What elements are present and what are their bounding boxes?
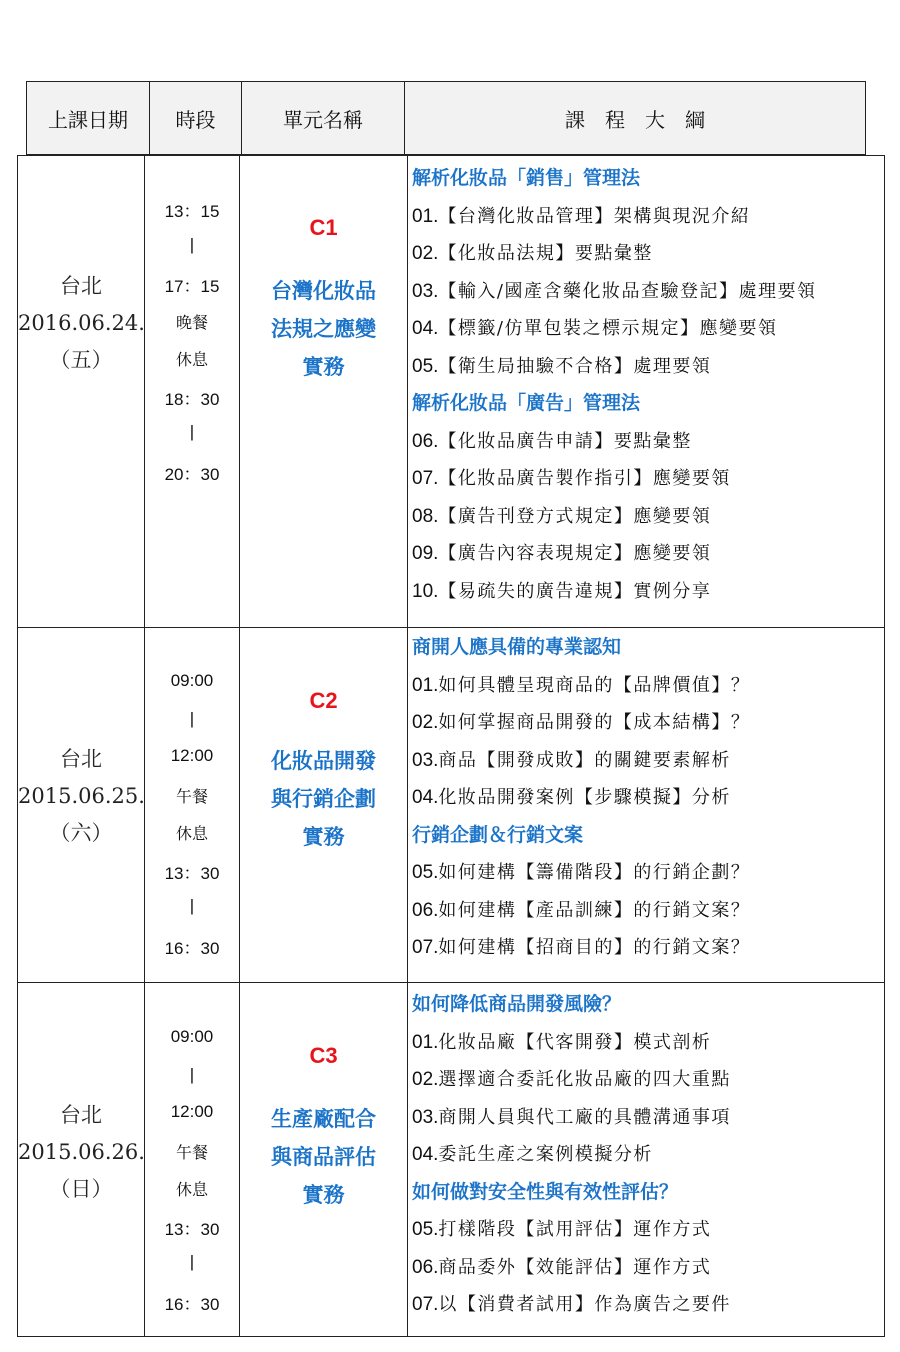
outline-item-number: 02. xyxy=(412,712,439,733)
outline-item xyxy=(412,573,884,611)
outline-item-text: 選擇適合委託化妝品廠的四大重點 xyxy=(438,1069,731,1090)
date-cell xyxy=(18,155,145,627)
outline-item-text: 如何具體呈現商品的【品牌價值】？ xyxy=(438,674,751,696)
outline-item xyxy=(412,535,884,573)
time-line: | xyxy=(189,1064,195,1084)
unit-cell xyxy=(240,155,408,627)
outline-item-number: 03. xyxy=(412,749,439,771)
time-line: 12:00 xyxy=(170,1102,214,1121)
outline-item-text: 以【消費者試用】作為廣告之要件 xyxy=(438,1294,731,1315)
outline-item-number: 05. xyxy=(412,862,439,883)
outline-item-text: 如何建構【產品訓練】的行銷文案？ xyxy=(438,899,751,921)
outline-item-number: 05. xyxy=(412,355,439,377)
outline-item-number: 05. xyxy=(412,1219,439,1240)
time-line: 16：30 xyxy=(164,1294,220,1314)
outline-item-number: 07. xyxy=(412,937,439,958)
date-weekday: （六） xyxy=(49,821,113,845)
outline-item-text: 化妝品廠【代客開發】模式剖析 xyxy=(438,1031,712,1053)
outline-item-number: 01. xyxy=(412,674,439,696)
outline-item-number: 01. xyxy=(412,205,439,227)
time-line: | xyxy=(189,1252,195,1271)
outline-item-number: 06. xyxy=(412,1256,439,1278)
time-line: 13：30 xyxy=(164,863,220,883)
outline-cell xyxy=(408,983,884,1337)
outline-item xyxy=(412,198,884,236)
outline-item-number: 04. xyxy=(412,1144,439,1165)
outline-item-text: 商品委外【效能評估】運作方式 xyxy=(438,1256,712,1278)
unit-name-line: 實務 xyxy=(302,825,345,849)
time-line: 晚餐 xyxy=(175,312,208,332)
unit-cell xyxy=(240,628,408,982)
outline-item-number: 06. xyxy=(412,430,439,452)
outline-item xyxy=(412,929,884,967)
date-weekday: （五） xyxy=(49,348,113,372)
date-value: 2015.06.25. xyxy=(18,784,145,808)
unit-code: C1 xyxy=(309,215,338,240)
time-line: 18：30 xyxy=(164,389,220,409)
unit-name xyxy=(240,272,407,386)
date-location: 台北 xyxy=(60,274,102,298)
unit-name-line: 化妝品開發 xyxy=(271,749,376,773)
outline-item-text: 【化妝品廣告申請】要點彙整 xyxy=(438,430,692,452)
time-cell xyxy=(145,628,240,982)
time-line: | xyxy=(189,234,195,254)
outline-item-text: 【衛生局抽驗不合格】處理要領 xyxy=(438,355,712,377)
unit-name-line: 與商品評估 xyxy=(271,1145,376,1169)
unit-name-line: 生產廠配合 xyxy=(271,1107,376,1131)
time-line: 午餐 xyxy=(175,786,208,806)
outline-item-number: 10. xyxy=(412,580,439,602)
outline-item xyxy=(412,1024,884,1062)
outline-item-text: 【廣告內容表現規定】應變要領 xyxy=(438,543,712,564)
outline-item xyxy=(412,235,884,273)
outline-item xyxy=(412,1211,884,1249)
time-line: 13：30 xyxy=(164,1219,220,1239)
outline-item xyxy=(412,423,884,461)
table-row xyxy=(18,155,884,628)
time-line: | xyxy=(189,708,195,728)
unit-cell xyxy=(240,983,408,1337)
outline-item xyxy=(412,742,884,780)
date-cell xyxy=(18,983,145,1337)
time-cell xyxy=(145,155,240,627)
outline-item-number: 07. xyxy=(412,468,439,489)
outline-item-text: 如何建構【招商目的】的行銷文案？ xyxy=(438,937,751,958)
date-value: 2015.06.26. xyxy=(18,1140,145,1164)
outline-item-text: 【標籤/仿單包裝之標示規定】應變要領 xyxy=(438,318,778,339)
outline-item xyxy=(412,1249,884,1287)
unit-name xyxy=(240,742,407,856)
time-cell xyxy=(145,983,240,1337)
time-line: 20：30 xyxy=(164,464,220,484)
outline-item xyxy=(412,498,884,536)
header-unit: 單元名稱 xyxy=(242,82,405,154)
time-line: 13：15 xyxy=(164,202,220,221)
unit-name-line: 實務 xyxy=(302,1183,345,1207)
outline-item xyxy=(412,1286,884,1324)
outline-item-text: 打樣階段【試用評估】運作方式 xyxy=(438,1219,712,1240)
outline-item-number: 03. xyxy=(412,1106,439,1128)
outline-item-number: 04. xyxy=(412,318,439,339)
unit-code: C2 xyxy=(309,688,338,713)
outline-item xyxy=(412,779,884,817)
time-line: 午餐 xyxy=(175,1142,208,1162)
outline-item xyxy=(412,460,884,498)
time-line: 16：30 xyxy=(164,938,220,958)
unit-name-line: 台灣化妝品 xyxy=(271,279,376,303)
outline-item xyxy=(412,854,884,892)
outline-item xyxy=(412,273,884,311)
time-line: 09:00 xyxy=(170,671,214,690)
table-row xyxy=(18,983,884,1337)
time-line: 12:00 xyxy=(170,746,214,765)
outline-section-heading: 商開人應具備的專業認知 xyxy=(412,636,622,658)
outline-item xyxy=(412,310,884,348)
unit-code: C3 xyxy=(309,1043,338,1068)
date-weekday: （日） xyxy=(49,1177,113,1201)
time-line: 休息 xyxy=(175,824,208,843)
outline-item xyxy=(412,1099,884,1137)
table-row xyxy=(18,628,884,983)
outline-item xyxy=(412,704,884,742)
table-header xyxy=(26,81,866,155)
unit-name-line: 法規之應變 xyxy=(271,317,376,341)
outline-cell xyxy=(408,155,884,627)
outline-item-text: 化妝品開發案例【步驟模擬】分析 xyxy=(438,787,731,808)
date-location: 台北 xyxy=(60,1103,102,1127)
date-cell xyxy=(18,628,145,982)
outline-item-text: 【輸入/國產含藥化妝品查驗登記】處理要領 xyxy=(438,280,817,302)
outline-item-number: 02. xyxy=(412,243,439,264)
date-value: 2016.06.24. xyxy=(18,311,145,335)
outline-section-heading: 解析化妝品「銷售」管理法 xyxy=(412,167,641,189)
outline-item-text: 【化妝品法規】要點彙整 xyxy=(438,243,653,264)
unit-name-line: 實務 xyxy=(302,355,345,379)
outline-item-text: 如何建構【籌備階段】的行銷企劃？ xyxy=(438,862,751,883)
time-line: 09:00 xyxy=(170,1027,214,1046)
outline-item-text: 【廣告刊登方式規定】應變要領 xyxy=(438,505,712,527)
outline-item xyxy=(412,348,884,386)
outline-item xyxy=(412,1136,884,1174)
outline-item-number: 07. xyxy=(412,1294,439,1315)
outline-item-number: 03. xyxy=(412,280,439,302)
outline-item-text: 【台灣化妝品管理】架構與現況介紹 xyxy=(438,205,751,227)
header-period: 時段 xyxy=(150,82,242,154)
outline-item-number: 04. xyxy=(412,787,439,808)
outline-item-number: 08. xyxy=(412,505,439,527)
unit-name-line: 與行銷企劃 xyxy=(271,787,376,811)
outline-item-number: 09. xyxy=(412,543,439,564)
outline-section-heading: 如何做對安全性與有效性評估？ xyxy=(412,1180,679,1203)
schedule-table xyxy=(17,155,885,1337)
header-date: 上課日期 xyxy=(27,82,150,154)
time-line: 17：15 xyxy=(164,277,220,296)
time-line: 休息 xyxy=(175,350,208,369)
time-line: | xyxy=(189,896,195,915)
outline-item-text: 委託生產之案例模擬分析 xyxy=(438,1144,653,1165)
header-outline: 課程大綱 xyxy=(565,109,725,132)
outline-item-text: 商品【開發成敗】的關鍵要素解析 xyxy=(438,749,731,771)
outline-item-number: 01. xyxy=(412,1031,439,1053)
outline-section-heading: 解析化妝品「廣告」管理法 xyxy=(412,392,641,414)
outline-item xyxy=(412,1061,884,1099)
outline-cell xyxy=(408,628,884,982)
outline-item-text: 【化妝品廣告製作指引】應變要領 xyxy=(438,468,731,489)
outline-item-number: 06. xyxy=(412,899,439,921)
outline-item-text: 如何掌握商品開發的【成本結構】？ xyxy=(438,712,751,733)
outline-item-number: 02. xyxy=(412,1069,439,1090)
date-location: 台北 xyxy=(60,747,102,771)
outline-item xyxy=(412,892,884,930)
outline-item-text: 商開人員與代工廠的具體溝通事項 xyxy=(438,1106,731,1128)
unit-name xyxy=(240,1100,407,1214)
outline-section-heading: 行銷企劃＆行銷文案 xyxy=(412,823,584,846)
outline-item-text: 【易疏失的廣告違規】實例分享 xyxy=(438,580,712,602)
time-line: | xyxy=(189,422,195,441)
outline-item xyxy=(412,667,884,705)
outline-section-heading: 如何降低商品開發風險？ xyxy=(412,993,622,1015)
time-line: 休息 xyxy=(175,1180,208,1199)
